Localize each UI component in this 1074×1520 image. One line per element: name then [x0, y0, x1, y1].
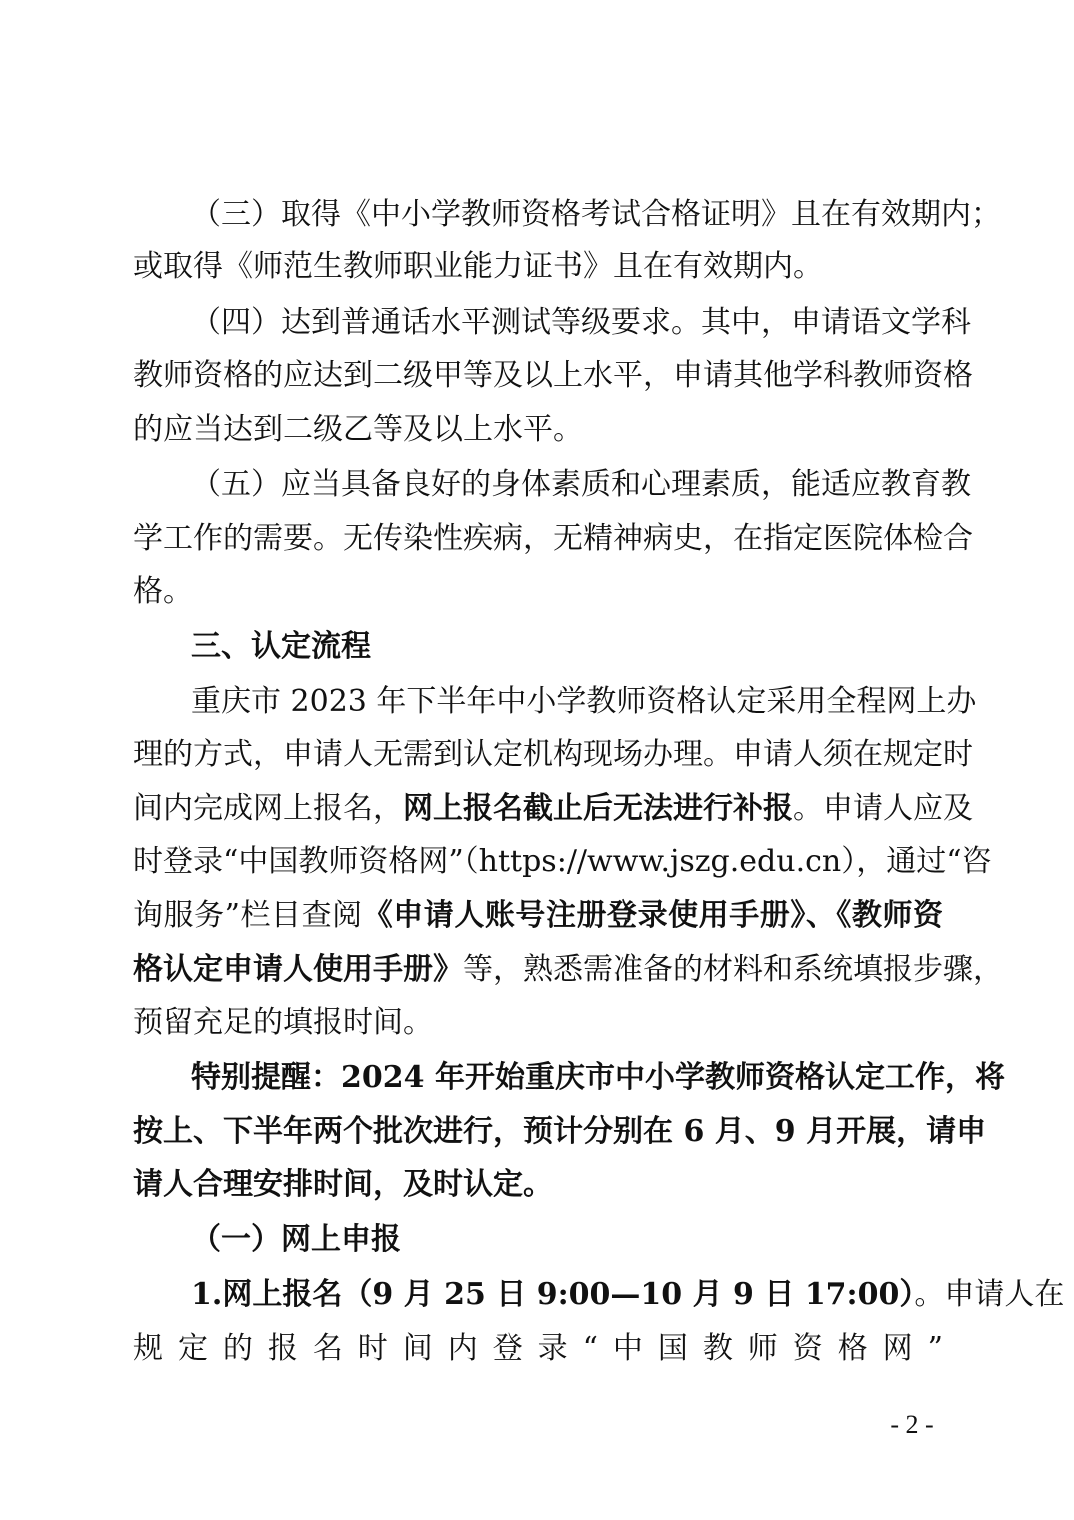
paragraph-5-line-1: （五）应当具备良好的身体素质和心理素质，能适应教育教: [191, 467, 971, 502]
flow-line-3-text: 间内完成网上报名，: [133, 791, 403, 826]
flow-line-6: [133, 950, 1003, 990]
item-1-line-2: 规定的报名时间内登录“中国教师资格网”: [133, 1331, 943, 1366]
paragraph-4-line-3: 的应当达到二级乙等及以上水平。: [133, 412, 583, 447]
flow-line-2: 理的方式，申请人无需到认定机构现场办理。申请人须在规定时: [133, 737, 973, 772]
subsection-heading: （一）网上申报: [191, 1222, 401, 1257]
paragraph-5-line-2: 学工作的需要。无传染性疾病，无精神病史，在指定医院体检合: [133, 521, 973, 556]
paragraph-4-line-2: 教师资格的应达到二级甲等及以上水平，申请其他学科教师资格: [133, 358, 973, 393]
flow-line-1: 重庆市 2023 年下半年中小学教师资格认定采用全程网上办: [191, 684, 977, 719]
page-number: - 2 -: [890, 1410, 934, 1439]
paragraph-3-line-2: 或取得《师范生教师职业能力证书》且在有效期内。: [133, 249, 823, 284]
flow-line-7: 预留充足的填报时间。: [133, 1005, 433, 1040]
paragraph-5-line-3: 格。: [133, 574, 193, 609]
flow-line-3-bold: 网上报名截止后无法进行补报: [403, 791, 793, 826]
item-1-bold: 1.网上报名（9 月 25 日 9:00—10 月 9 日 17:00）: [191, 1277, 915, 1312]
item-1-line-1: [191, 1275, 1065, 1315]
paragraph-4-line-1: （四）达到普通话水平测试等级要求。其中，申请语文学科: [191, 305, 971, 340]
section-heading: 三、认定流程: [191, 629, 371, 664]
flow-line-6-bold: 格认定申请人使用手册》: [133, 952, 463, 987]
item-1-text: 。申请人在: [914, 1277, 1065, 1312]
flow-line-4: 时登录“中国教师资格网”（https://www.jszg.edu.cn），通过“咨: [133, 844, 992, 879]
reminder-line-1: 特别提醒：2024 年开始重庆市中小学教师资格认定工作，将: [191, 1060, 1005, 1095]
flow-line-3-tail: 。申请人应及: [793, 791, 973, 826]
reminder-line-3: 请人合理安排时间，及时认定。: [133, 1167, 553, 1202]
flow-line-5-bold: 《申请人账号注册登录使用手册》、《教师资: [362, 898, 944, 933]
flow-line-3: [133, 789, 973, 829]
reminder-line-2: 按上、下半年两个批次进行，预计分别在 6 月、9 月开展，请申: [133, 1114, 987, 1149]
flow-line-5-text: 询服务”栏目查阅: [133, 898, 363, 933]
paragraph-3-line-1: （三）取得《中小学教师资格考试合格证明》且在有效期内；: [191, 197, 1001, 232]
flow-line-6-text: 等，熟悉需准备的材料和系统填报步骤，: [463, 952, 1003, 987]
flow-line-5: [133, 896, 943, 936]
